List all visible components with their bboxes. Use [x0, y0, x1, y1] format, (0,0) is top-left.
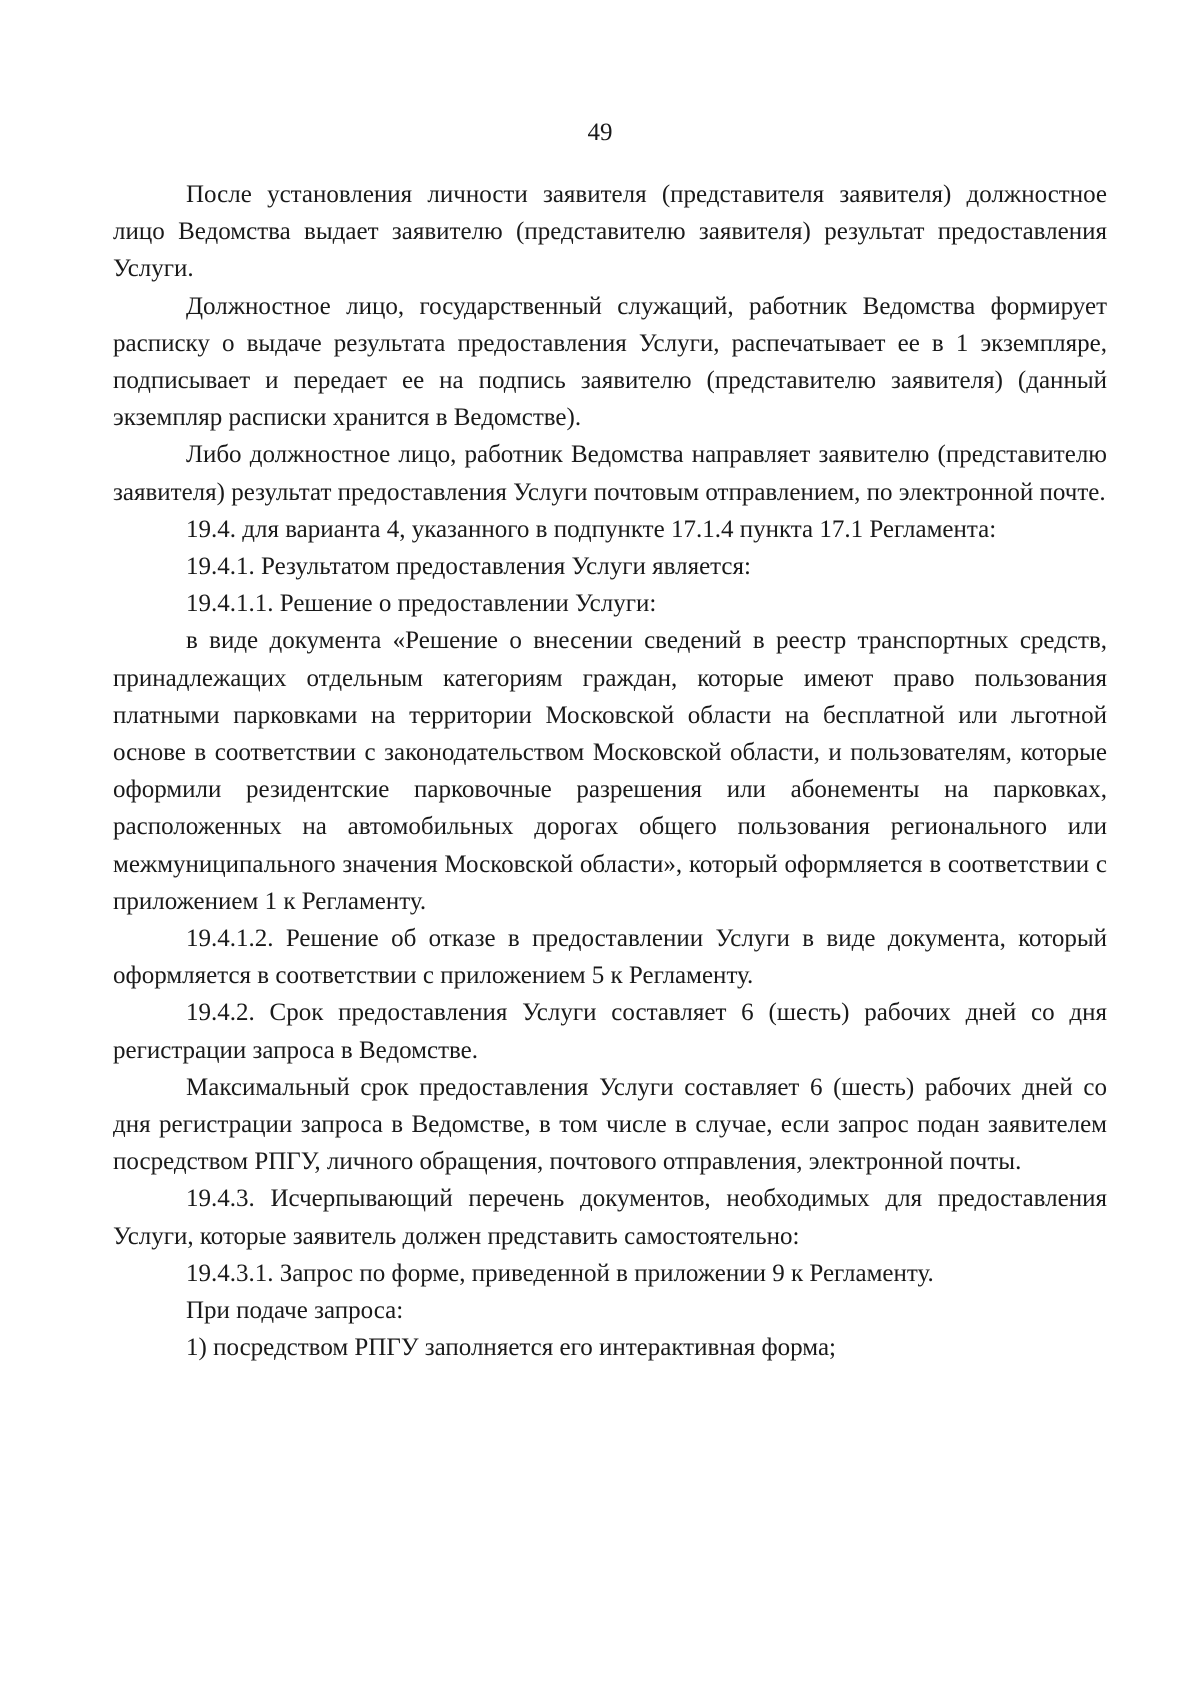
paragraph-19-4-1-1: 19.4.1.1. Решение о предоставлении Услуги: [186, 590, 657, 618]
paragraph-19-4-1-2: 19.4.1.2. Решение об отказе в предоставлении Услуги в виде документа, который оформляется в соответствии с приложением 5 к Регламенту. [113, 925, 1107, 990]
paragraph-max-term: Максимальный срок предоставления Услуги составляет 6 (шесть) рабочих дней со дня регистрации запроса в Ведомстве, в том числе в случае, если запрос подан заявителем посредством РПГУ, личного обращения, почтового отправления, электронной почты. [113, 1073, 1107, 1176]
paragraph-result-issue: После установления личности заявителя (представителя заявителя) должностное лицо Ведомства выдает заявителю (представителю заявителя) результат предоставления Услуги. [113, 181, 1107, 283]
paragraph-19-4-3: 19.4.3. Исчерпывающий перечень документов, необходимых для предоставления Услуги, которые заявитель должен представить самостоятельно: [113, 1185, 1107, 1250]
page-number: 49 [587, 119, 613, 146]
paragraph-19-4-1: 19.4.1. Результатом предоставления Услуги является: [186, 553, 751, 581]
paragraph-decision-document: в виде документа «Решение о внесении сведений в реестр транспортных средств, принадлежащих отдельным категориям граждан, которые имеют право пользования платными парковками на территории Московской области на бесплатной или льготной основе в соответствии с законодательством Московской области, и пользователям, которые оформили резидентские парковочные разрешения или абонементы на парковках, расположенных на автомобильных дорогах общего пользования регионального или межмуниципального значения Московской области», который оформляется в соответствии с приложением 1 к Регламенту. [113, 627, 1107, 915]
paragraph-mail-delivery: Либо должностное лицо, работник Ведомства направляет заявителю (представителю заявителя) результат предоставления Услуги почтовым отправлением, по электронной почте. [113, 441, 1107, 506]
paragraph-item-1: 1) посредством РПГУ заполняется его интерактивная форма; [186, 1334, 836, 1362]
paragraph-receipt: Должностное лицо, государственный служащий, работник Ведомства формирует расписку о выдаче результата предоставления Услуги, распечатывает ее в 1 экземпляре, подписывает и передает ее на подпись заявителю (представителю заявителя) (данный экземпляр расписки хранится в Ведомстве). [113, 292, 1107, 432]
paragraph-19-4: 19.4. для варианта 4, указанного в подпункте 17.1.4 пункта 17.1 Регламента: [186, 515, 997, 543]
paragraph-19-4-3-1: 19.4.3.1. Запрос по форме, приведенной в приложении 9 к Регламенту. [186, 1259, 934, 1287]
paragraph-19-4-2: 19.4.2. Срок предоставления Услуги составляет 6 (шесть) рабочих дней со дня регистрации запроса в Ведомстве. [113, 999, 1107, 1064]
document-body [113, 176, 1107, 1367]
paragraph-submission: При подаче запроса: [186, 1297, 404, 1325]
